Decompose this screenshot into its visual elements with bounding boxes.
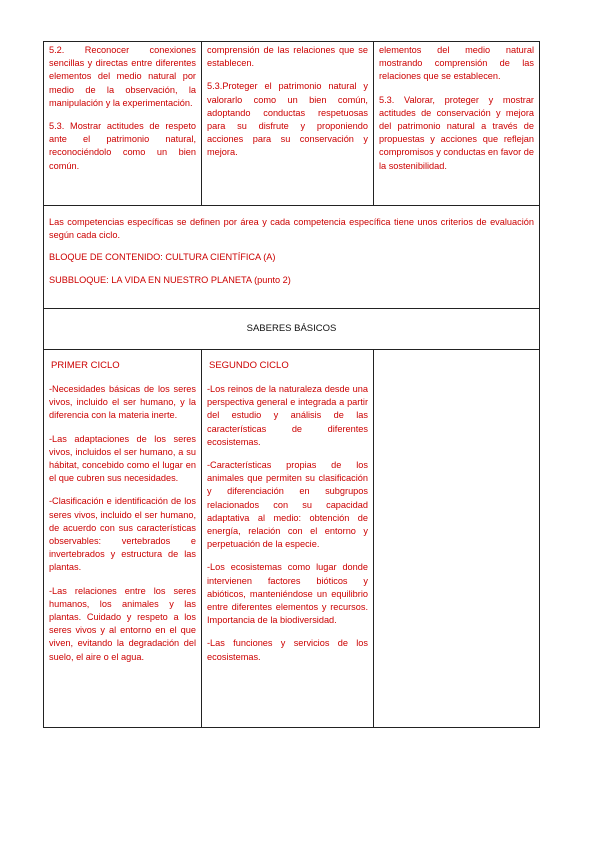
curriculum-table xyxy=(43,41,540,728)
primer-ciclo-item: -Clasificación e identificación de los seres vivos, incluido el ser humano, de acuerdo con sus características observables: vertebrados e invertebrados y estructura de las plantas. xyxy=(49,496,196,573)
tercer-ciclo-cell-empty xyxy=(374,350,540,728)
saberes-heading-row xyxy=(44,309,540,350)
criterion-5-3-third: 5.3. Valorar, proteger y mostrar actitudes de conservación y mejora del patrimonio natural a través de propuestas y acciones que reflejan compromisos y conductas en favor de la sostenibilidad. xyxy=(379,94,534,171)
primer-ciclo-item: -Las adaptaciones de los seres vivos, incluidos el ser humano, a su hábitat, concebido como el lugar en el que cubren sus necesidades. xyxy=(49,433,196,484)
saberes-heading: SABERES BÁSICOS xyxy=(44,309,540,350)
segundo-ciclo-item: -Características propias de los animales que permiten su clasificación y diferenciación en subgrupos relacionados con su capacidad adaptativa al medio: obtención de energía, relación con el entorno y perpetuación de la especie. xyxy=(207,460,368,550)
info-cell xyxy=(44,206,540,309)
segundo-ciclo-item: -Los reinos de la naturaleza desde una perspectiva general e integrada a partir del estudio y análisis de las características de diferentes ecosistemas. xyxy=(207,384,368,447)
criteria-cell-third-cycle xyxy=(374,42,540,206)
criterion-5-2-second-cont: comprensión de las relaciones que se establecen. xyxy=(207,45,368,69)
segundo-ciclo-item: -Los ecosistemas como lugar donde intervienen factores bióticos y abióticos, manteniéndose un equilibrio entre diferentes elementos y recursos. Importancia de la biodiversidad. xyxy=(207,562,368,626)
criteria-row xyxy=(44,42,540,206)
bloque-contenido: BLOQUE DE CONTENIDO: CULTURA CIENTÍFICA (A) xyxy=(49,252,276,263)
segundo-ciclo-cell xyxy=(202,350,374,728)
segundo-ciclo-title: SEGUNDO CICLO xyxy=(209,360,289,371)
criterion-5-2-third-cont: elementos del medio natural mostrando comprensión de las relaciones que se establecen. xyxy=(379,45,534,82)
criteria-cell-second-cycle xyxy=(202,42,374,206)
subbloque: SUBBLOQUE: LA VIDA EN NUESTRO PLANETA (punto 2) xyxy=(49,274,291,285)
info-row xyxy=(44,206,540,309)
criterion-5-3-first: 5.3. Mostrar actitudes de respeto ante el patrimonio natural, reconociéndolo como un bien común. xyxy=(49,121,196,171)
criterion-5-2-first: 5.2. Reconocer conexiones sencillas y directas entre diferentes elementos del medio natural por medio de la observación, la manipulación y la experimentación. xyxy=(49,45,196,108)
segundo-ciclo-item: -Las funciones y servicios de los ecosistemas. xyxy=(207,638,368,662)
primer-ciclo-title: PRIMER CICLO xyxy=(51,360,120,371)
primer-ciclo-item: -Necesidades básicas de los seres vivos, incluido el ser humano, y la diferencia con la materia inerte. xyxy=(49,384,196,421)
competencias-intro: Las competencias específicas se definen por área y cada competencia específica tiene unos criterios de evaluación según cada ciclo. xyxy=(49,217,534,241)
primer-ciclo-item: -Las relaciones entre los seres humanos, los animales y las plantas. Cuidado y respeto a los seres vivos y al entorno en el que viven, evitando la degradación del suelo, el aire o el agua. xyxy=(49,585,196,662)
primer-ciclo-cell xyxy=(44,350,202,728)
criterion-5-3-second: 5.3.Proteger el patrimonio natural y valorarlo como un bien común, adoptando conductas respetuosas para su disfrute y proponiendo acciones para su conservación y mejora. xyxy=(207,81,368,158)
saberes-row xyxy=(44,350,540,728)
criteria-cell-first-cycle xyxy=(44,42,202,206)
